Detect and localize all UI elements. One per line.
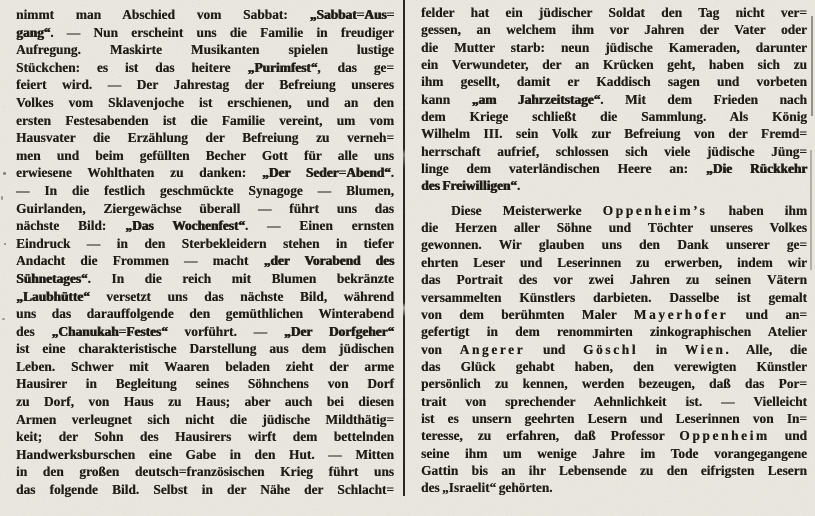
- body-text: uns das darauffolgende den gemüthlichen Winterabend: [16, 306, 394, 322]
- text-line: [16, 217, 394, 235]
- body-text: ist eine charakteristische Darstellung aus dem jüdischen: [16, 341, 394, 357]
- text-line: [421, 73, 807, 90]
- body-text: keit; der Sohn des Hausirers wirft dem bettelnden: [16, 429, 394, 445]
- scan-edge-artifact: [811, 16, 813, 116]
- text-line: [16, 41, 394, 59]
- body-text: . — Nun erscheint uns die Familie in freudiger: [50, 24, 394, 40]
- text-line: [421, 143, 807, 160]
- text-line: [421, 4, 807, 21]
- right-column: [421, 4, 807, 497]
- text-line: [421, 56, 807, 73]
- text-line: [421, 462, 807, 479]
- body-text: Eindruck — in den Sterbekleidern stehen in tiefer: [16, 235, 394, 251]
- text-line: [421, 393, 807, 410]
- body-text: . Alle, die: [725, 341, 807, 357]
- text-line: [421, 479, 807, 496]
- body-text: . In die reich mit Blumen bekränzte: [87, 270, 394, 286]
- left-column: [16, 6, 394, 499]
- emphasized-title-text: gang“: [16, 24, 51, 40]
- letterspaced-name-text: Wien: [684, 341, 726, 357]
- body-text: zu Dorf, von Haus zu Haus; aber auch bei diesen: [16, 394, 394, 410]
- letterspaced-name-text: Mayerhofer: [633, 306, 729, 322]
- text-line: [421, 358, 807, 375]
- column-divider-rule: [403, 0, 405, 496]
- emphasized-title-text: „der Vorabend des: [263, 253, 395, 269]
- body-text: haben ihm: [707, 202, 807, 218]
- text-line: [16, 59, 394, 77]
- body-text: persönlich zu kennen, werden bezeugen, daß das Por=: [421, 376, 807, 392]
- body-text: Guirlanden, Ziergewächse überall — führt uns das: [16, 200, 394, 216]
- text-line: [16, 411, 394, 429]
- body-text: linge dem vaterländischen Heere an:: [421, 161, 706, 177]
- body-text: . Mit dem Frieden nach: [600, 91, 807, 107]
- body-text: das folgende Bild. Selbst in der Nähe der Schlacht=: [16, 482, 394, 498]
- body-text: das Glück gehabt haben, den verewigten Künstler: [421, 358, 807, 374]
- body-text: Diese Meisterwerke: [451, 202, 603, 218]
- letterspaced-name-text: Oppenheim: [679, 428, 770, 444]
- text-line: [421, 202, 807, 219]
- body-text: , das ge=: [317, 59, 394, 75]
- text-line: [421, 91, 807, 108]
- emphasized-title-text: „Der Seder=Abend“: [261, 165, 391, 181]
- text-line: [421, 410, 807, 427]
- body-text: und an=: [728, 306, 807, 322]
- body-text: ist es unsern geehrten Lesern und Leserinnen von In=: [421, 410, 807, 426]
- text-line: [16, 305, 394, 323]
- body-text: erwiesene Wohlthaten zu danken:: [16, 165, 262, 181]
- text-line: [16, 358, 394, 376]
- scan-speck: [1, 196, 3, 200]
- text-line: [16, 252, 394, 270]
- text-line: [16, 76, 394, 94]
- body-text: seine ihm um wenige Jahre im Tode vorangegangene: [421, 445, 807, 461]
- text-line: [421, 254, 807, 271]
- emphasized-title-text: „Der Dorfgeher“: [283, 323, 395, 339]
- body-text: Armen verleugnet sich nicht die jüdische Mildthätig=: [16, 411, 394, 427]
- body-text: gefertigt in dem renommirten zinkographischen Atelier: [421, 324, 807, 340]
- body-text: dem Kriege schließt die Sammlung. Als König: [421, 109, 807, 125]
- body-text: Leben. Schwer mit Waaren beladen zieht der arme: [16, 358, 394, 374]
- text-line: [16, 446, 394, 464]
- body-text: felder hat ein jüdischer Soldat den Tag nicht ver=: [421, 5, 807, 20]
- body-text: die Herzen aller Söhne und Töchter unseres Volkes: [421, 220, 807, 236]
- text-line: [16, 393, 394, 411]
- body-text: Hausirer in Begleitung seines Söhnchens von Dorf: [16, 376, 394, 392]
- text-line: [16, 463, 394, 481]
- body-text: kann: [421, 91, 472, 107]
- emphasized-title-text: des Freiwilligen“: [421, 178, 517, 194]
- body-text: des „Israelit“ gehörten.: [421, 480, 553, 496]
- emphasized-title-text: „Purimfest“: [247, 59, 318, 75]
- body-text: nächste Bild:: [16, 218, 126, 234]
- text-line: [421, 160, 807, 177]
- text-line: [421, 271, 807, 288]
- text-line: [16, 147, 394, 165]
- body-text: nimmt man Abschied vom Sabbat:: [16, 7, 310, 22]
- body-text: des: [16, 323, 52, 339]
- text-line: [16, 323, 394, 341]
- text-line: [421, 306, 807, 323]
- text-line: [16, 270, 394, 288]
- body-text: . — Einen ernsten: [244, 218, 395, 234]
- body-text: trait von sprechender Aehnlichkeit ist. — Vielleicht: [421, 393, 807, 409]
- emphasized-title-text: „Laubhütte“: [16, 288, 90, 304]
- emphasized-title-text: „Das Wochenfest“: [125, 218, 245, 234]
- body-text: von dem berühmten Maler: [421, 306, 634, 322]
- body-text: ersten Festesabenden ist die Familie vereint, um vom: [16, 112, 394, 128]
- scan-speck: [2, 318, 5, 320]
- text-line: [421, 289, 807, 306]
- scan-speck: [3, 172, 6, 175]
- body-text: Volkes vom Sklavenjoche ist erschienen, und an den: [16, 94, 394, 110]
- text-line: [421, 341, 807, 358]
- scan-edge-artifact: [810, 150, 812, 270]
- body-text: Gattin bis an ihr Lebensende zu den eifrigsten Lesern: [421, 462, 807, 478]
- body-text: ihm gesellt, damit er Kaddisch sagen und vorbeten: [421, 74, 807, 90]
- text-line: [421, 125, 807, 142]
- emphasized-title-text: „am Jahrzeitstage“: [471, 91, 601, 107]
- emphasized-title-text: „Sabbat=Aus=: [309, 7, 394, 22]
- text-line: [16, 6, 394, 24]
- letterspaced-name-text: Göschl: [582, 341, 639, 357]
- body-text: men und beim gefüllten Becher Gott für alle uns: [16, 147, 394, 163]
- body-text: ehrten Leser und Leserinnen zu erwerben, indem wir: [421, 254, 807, 270]
- letterspaced-name-text: Oppenheim’s: [602, 202, 708, 218]
- body-text: Wilhelm III. sein Volk zur Befreiung von der Fremd=: [421, 126, 807, 142]
- text-line: [421, 219, 807, 236]
- body-text: versetzt uns das nächste Bild, während: [89, 288, 394, 304]
- text-line: [16, 24, 394, 42]
- text-line: [421, 375, 807, 392]
- body-text: vorführt. —: [167, 323, 284, 339]
- body-text: und: [525, 341, 583, 357]
- body-text: feiert wird. — Der Jahrestag der Befreiung unseres: [16, 77, 394, 93]
- body-text: Aufregung. Maskirte Musikanten spielen lustige: [16, 42, 394, 58]
- text-line: [16, 200, 394, 218]
- text-line: [421, 108, 807, 125]
- body-text: .: [516, 178, 521, 194]
- emphasized-title-text: „Chanukah=Festes“: [51, 323, 168, 339]
- body-text: das Portrait des vor zwei Jahren zu seinen Vätern: [421, 272, 807, 288]
- body-text: ein Verwundeter, der an Krücken geht, haben sich zu: [421, 57, 807, 73]
- scan-speck: [4, 243, 6, 245]
- body-text: .: [390, 165, 394, 181]
- text-line: [16, 164, 394, 182]
- text-line: [16, 112, 394, 130]
- text-line: [16, 340, 394, 358]
- text-line: [421, 236, 807, 253]
- emphasized-title-text: „Die Rückkehr: [705, 161, 807, 177]
- text-line: [16, 129, 394, 147]
- body-text: die Mutter starb: neun jüdische Kameraden, darunter: [421, 39, 807, 55]
- body-text: von: [421, 341, 460, 357]
- body-text: gewonnen. Wir glauben uns den Dank unserer ge=: [421, 237, 807, 253]
- text-line: [16, 182, 394, 200]
- text-line: [16, 428, 394, 446]
- body-text: herrschaft aufrief, schlossen sich viele jüdische Jüng=: [421, 143, 807, 159]
- body-text: gessen, an welchem ihm vor Jahren der Vater oder: [421, 22, 807, 38]
- text-line: [421, 323, 807, 340]
- body-text: Andacht die Frommen — macht: [16, 253, 264, 269]
- text-line: [421, 427, 807, 444]
- text-line: [16, 235, 394, 253]
- emphasized-title-text: Sühnetages“: [16, 270, 88, 286]
- text-line: [421, 445, 807, 462]
- body-text: Stückchen: es ist das heitere: [16, 59, 248, 75]
- text-line: [421, 177, 807, 194]
- body-text: versammelten Künstlers darbieten. Dasselbe ist gemalt: [421, 289, 807, 305]
- text-line: [16, 94, 394, 112]
- text-line: [16, 481, 394, 499]
- text-line: [421, 39, 807, 56]
- body-text: und: [769, 428, 807, 444]
- body-text: Handwerksburschen eine Gabe in den Hut. — Mitten: [16, 446, 394, 462]
- body-text: teresse, zu erfahren, daß Professor: [421, 428, 680, 444]
- text-line: [16, 288, 394, 306]
- text-line: [16, 375, 394, 393]
- body-text: — In die festlich geschmückte Synagoge — Blumen,: [16, 182, 394, 198]
- body-text: in: [638, 341, 685, 357]
- text-line: [421, 21, 807, 38]
- letterspaced-name-text: Angerer: [459, 341, 526, 357]
- body-text: in den großen deutsch=französischen Krieg führt uns: [16, 464, 394, 480]
- body-text: Hausvater die Erzählung der Befreiung zu verneh=: [16, 130, 394, 146]
